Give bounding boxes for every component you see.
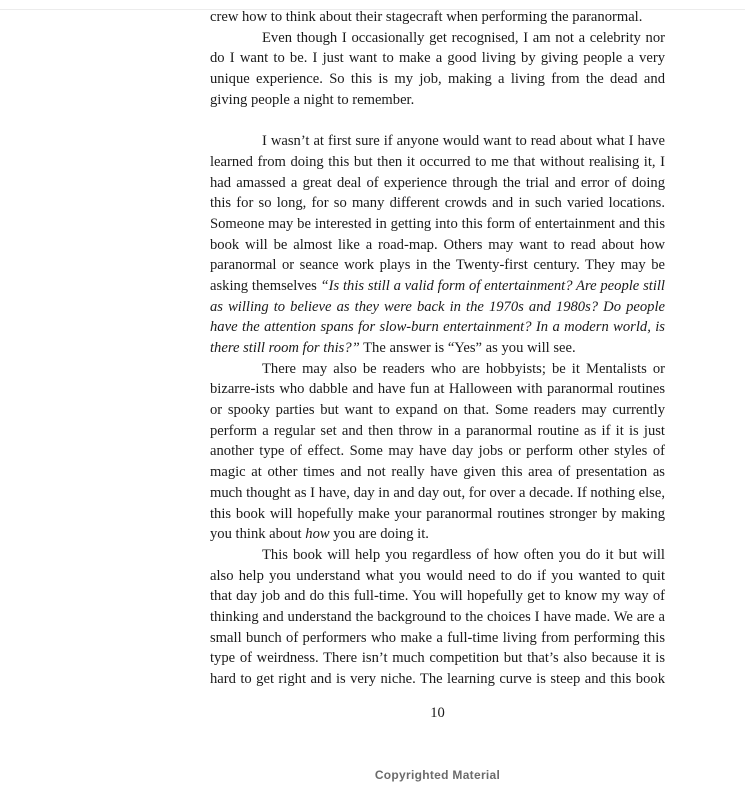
text-segment: learned from doing this but then it occurred to me that without realising it, I (210, 153, 665, 170)
text-line (210, 462, 665, 483)
text-line (210, 7, 665, 28)
text-line (210, 214, 665, 235)
text-segment: bizarre-ists who dabble and have fun at Halloween with paranormal routines (210, 381, 665, 398)
text-segment: thinking and understand the background to the choices I have made. We are a (210, 608, 665, 625)
italic-text: have the attention spans for slow-burn entertainment? In a modern world, is (210, 319, 665, 336)
text-segment: had amassed a great deal of experience through the trial and error of doing (210, 174, 665, 191)
text-line (210, 48, 665, 69)
text-line (210, 545, 665, 566)
text-line (210, 483, 665, 504)
text-line (210, 193, 665, 214)
text-segment: paranormal or seance work plays in the Twenty-first century. They may be (210, 257, 665, 274)
text-line (210, 421, 665, 442)
text-segment: This book will help you regardless of how often you do it but will (262, 546, 665, 563)
text-segment: this for so long, for so many different crowds and in such varied locations. (210, 195, 665, 212)
text-segment: do I want to be. I just want to make a good living by giving people a very (210, 50, 665, 67)
text-segment: magic at other times and not really have given this area of presentation as (210, 464, 665, 481)
text-line (210, 586, 665, 607)
text-segment: Even though I occasionally get recognised, I am not a celebrity nor (262, 29, 665, 46)
text-line (210, 235, 665, 256)
text-segment: The answer is “Yes” as you will see. (359, 340, 576, 356)
text-segment: asking themselves (210, 277, 321, 294)
text-line (210, 255, 665, 276)
text-segment: Someone may be interested in getting into this form of entertainment and this (210, 215, 665, 232)
text-segment: you are doing it. (329, 526, 429, 543)
italic-text: “Is this still a valid form of entertainment? Are people still (320, 277, 665, 294)
text-line (210, 152, 665, 173)
text-segment: book will be almost like a road-map. Others may want to read about how (210, 236, 665, 253)
text-segment: type of weirdness. There isn’t much competition but that’s also because it is (210, 650, 665, 667)
text-segment: this book will hopefully make your paranormal routines stronger by making (210, 505, 665, 522)
text-line (210, 400, 665, 421)
text-line (210, 441, 665, 462)
italic-text: how (305, 526, 330, 543)
text-line (210, 173, 665, 194)
text-segment: that day job and do this full-time. You will hopefully get to know my way of (210, 588, 665, 605)
text-line (210, 648, 665, 669)
text-line (210, 504, 665, 525)
text-line (210, 359, 665, 380)
text-segment: small bunch of performers who make a full-time living from performing this (210, 629, 665, 646)
body-text (210, 7, 665, 690)
text-segment: also help you understand what you would need to do if you wanted to quit (210, 567, 665, 584)
text-segment: much thought as I have, day in and day out, for over a decade. If nothing else, (210, 484, 665, 501)
text-line (210, 28, 665, 49)
text-line (210, 317, 665, 338)
text-line (210, 131, 665, 152)
text-segment: crew how to think about their stagecraft when performing the paranormal. (210, 9, 643, 25)
text-segment: There may also be readers who are hobbyists; be it Mentalists or (262, 360, 665, 377)
text-line (210, 524, 665, 545)
text-line (210, 566, 665, 587)
italic-text: there still room for this?” (210, 340, 360, 356)
text-segment: perform a regular set and then throw in a paranormal routine as if it is just (210, 422, 665, 439)
text-segment: giving people a night to remember. (210, 91, 415, 108)
page-number: 10 (430, 705, 445, 721)
text-segment: unique experience. So this is my job, making a living from the dead and (210, 71, 665, 88)
text-line (210, 628, 665, 649)
text-line (210, 669, 665, 690)
text-line (210, 338, 665, 359)
text-line (210, 276, 665, 297)
blank-line (210, 110, 665, 131)
text-line (210, 90, 665, 111)
text-segment: I wasn’t at first sure if anyone would want to read about what I have (262, 133, 665, 150)
italic-text: as willing to believe as they were back in the 1970s and 1980s? Do people (210, 298, 665, 315)
text-segment: hard to get right and is very niche. The learning curve is steep and this book (210, 671, 665, 687)
text-segment: another type of effect. Some may have day jobs or perform other styles of (210, 443, 665, 460)
text-segment: or spooky parties but want to expand on that. Some readers may currently (210, 402, 665, 419)
text-line (210, 297, 665, 318)
text-segment: you think about (210, 526, 306, 543)
text-line (210, 607, 665, 628)
text-line (210, 379, 665, 400)
text-line (210, 69, 665, 90)
copyright-footer: Copyrighted Material (374, 768, 501, 782)
